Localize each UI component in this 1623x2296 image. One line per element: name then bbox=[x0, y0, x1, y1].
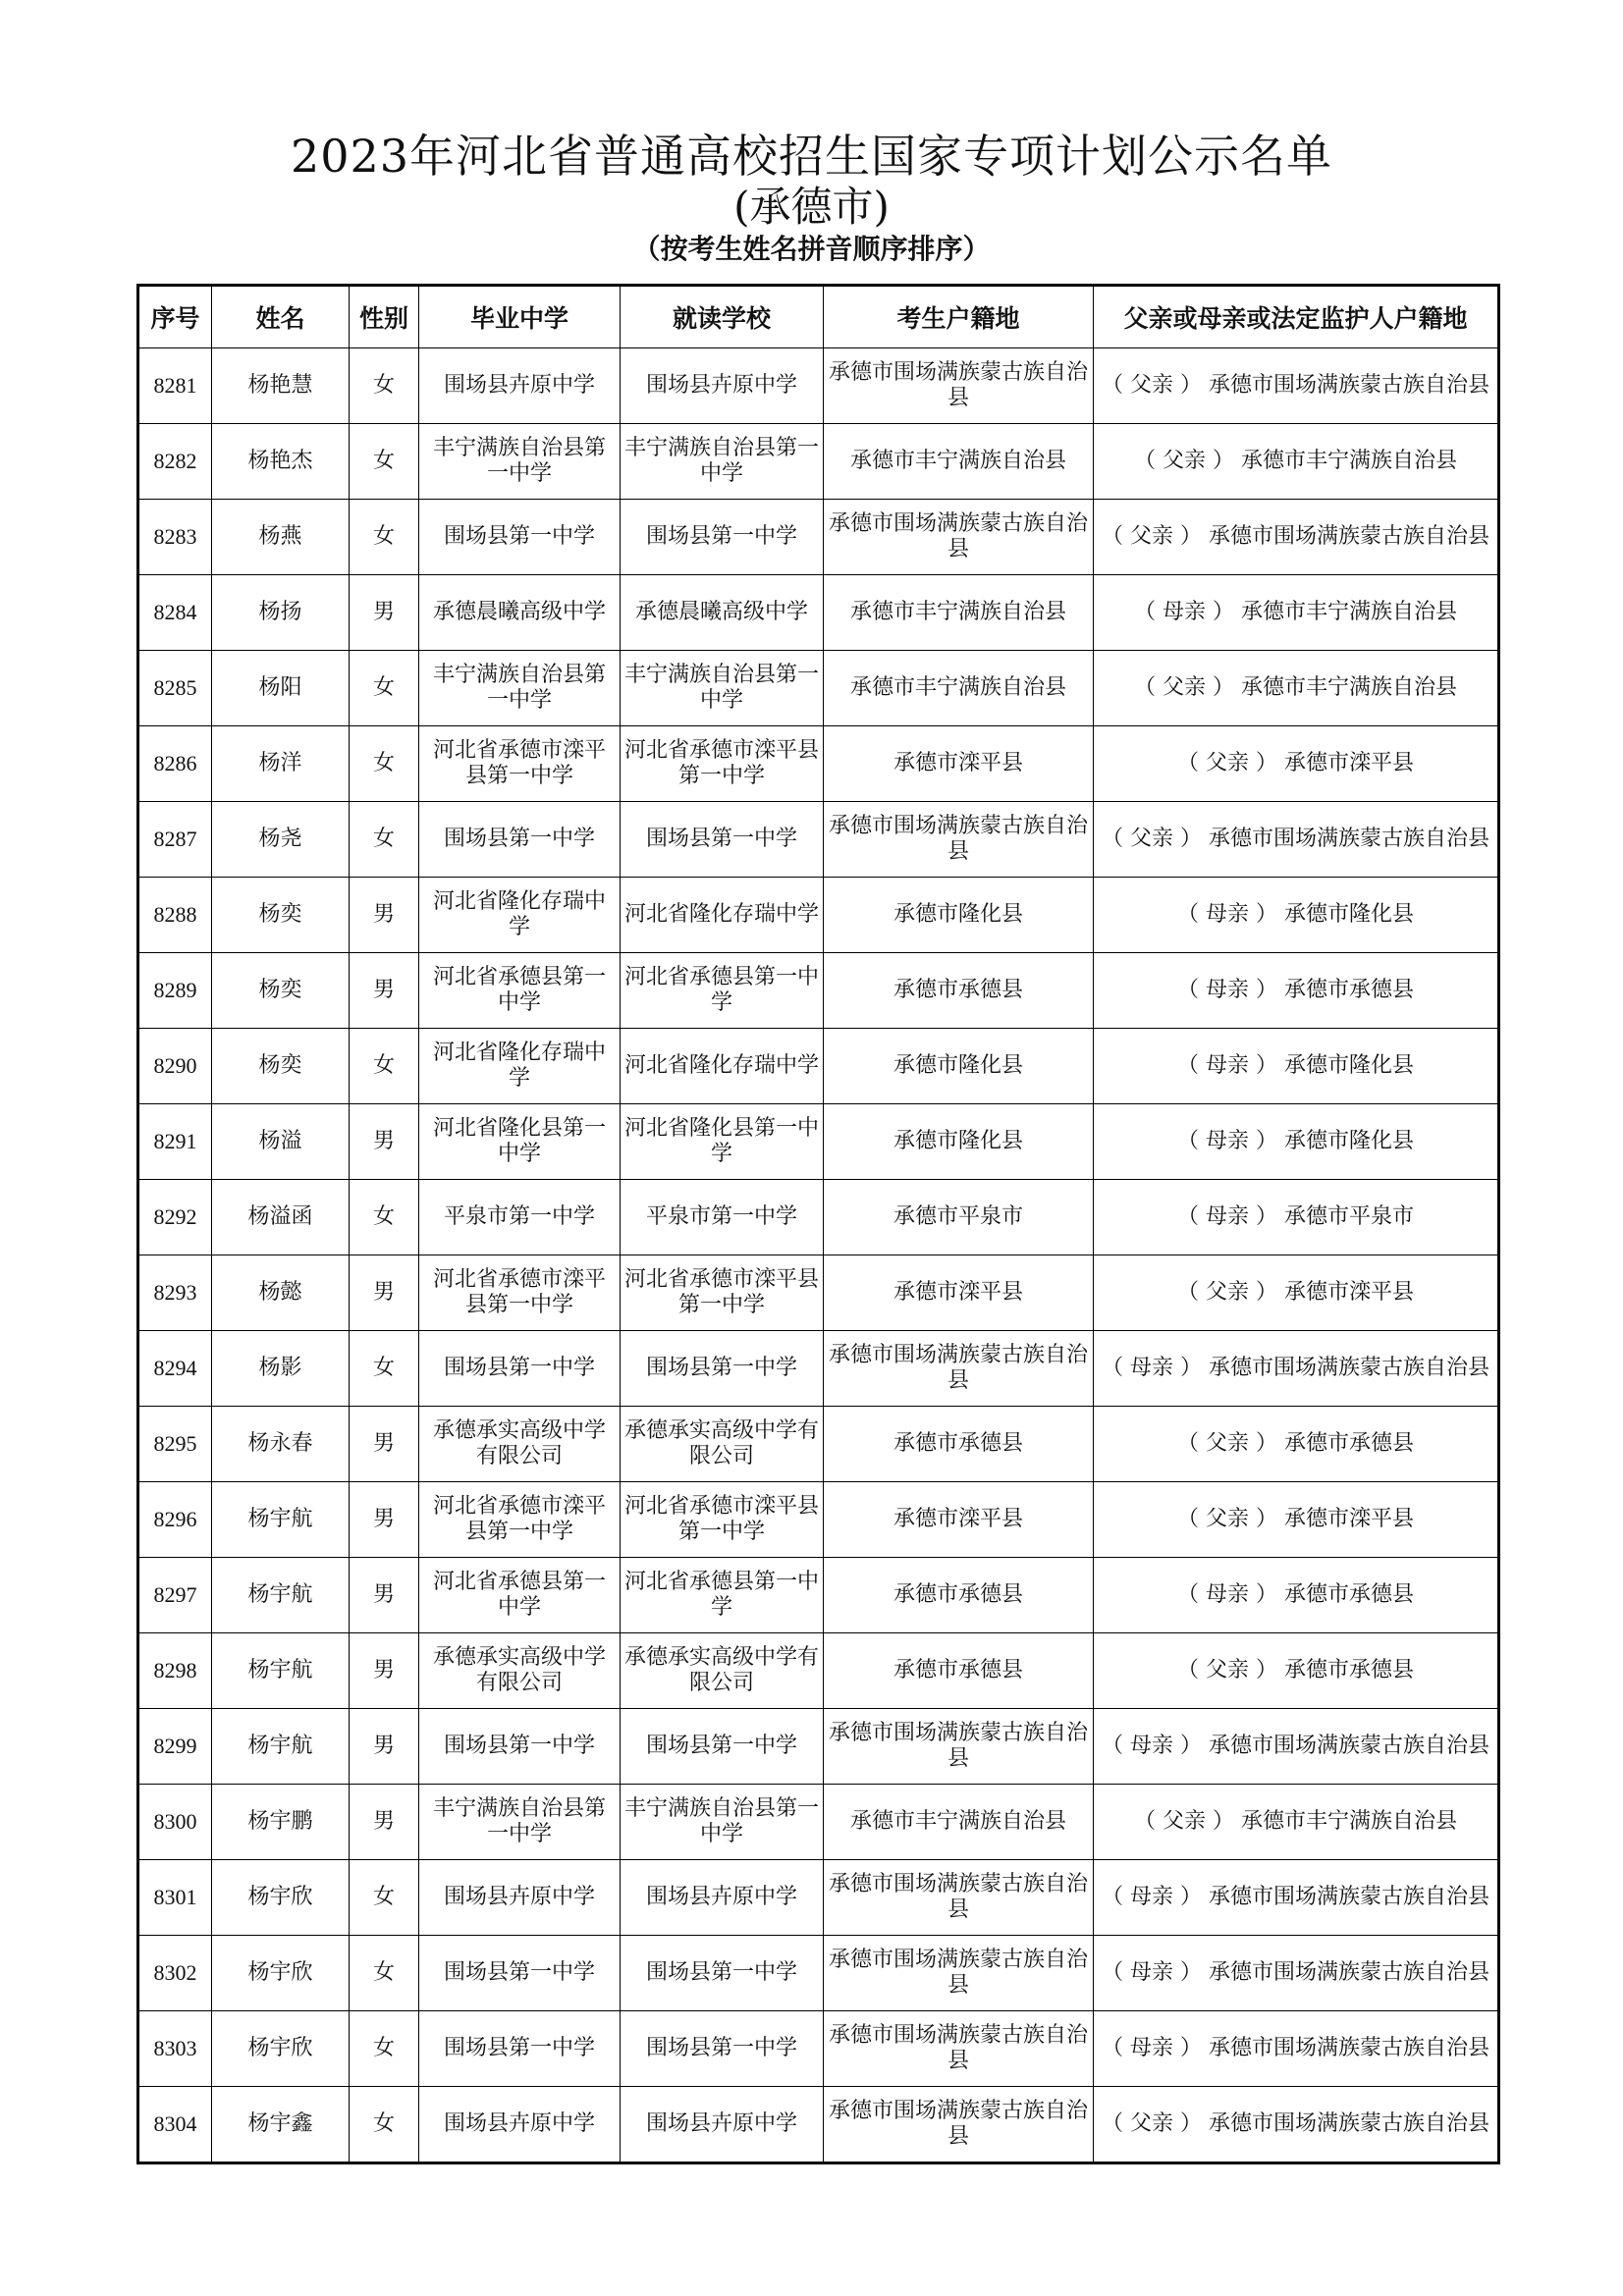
guardian-relation: （ 母亲 ） bbox=[1101, 1885, 1202, 1909]
guardian-place: 承德市围场满族蒙古族自治县 bbox=[1208, 1356, 1489, 1380]
cell-name: 杨溢函 bbox=[212, 1180, 350, 1255]
guardian-place: 承德市围场满族蒙古族自治县 bbox=[1208, 1734, 1489, 1758]
table-row bbox=[138, 1482, 1499, 1558]
cell-no: 8282 bbox=[138, 424, 212, 500]
guardian-relation: （ 母亲 ） bbox=[1176, 1129, 1277, 1153]
guardian-relation: （ 母亲 ） bbox=[1101, 1734, 1202, 1758]
spacer bbox=[1202, 1960, 1209, 1985]
spacer bbox=[1277, 1582, 1284, 1607]
cell-gender: 女 bbox=[350, 500, 419, 575]
cell-gender: 男 bbox=[350, 1255, 419, 1331]
guardian-relation: （ 父亲 ） bbox=[1176, 1280, 1277, 1305]
table-row bbox=[138, 651, 1499, 726]
cell-name: 杨宇欣 bbox=[212, 1860, 350, 1936]
cell-name: 杨宇鑫 bbox=[212, 2087, 350, 2163]
cell-name: 杨影 bbox=[212, 1331, 350, 1407]
roster-table bbox=[136, 284, 1500, 2164]
cell-household: 承德市承德县 bbox=[824, 1558, 1094, 1633]
cell-current-school: 河北省承德市滦平县第一中学 bbox=[621, 1482, 824, 1558]
cell-gender: 女 bbox=[350, 1936, 419, 2011]
page-title: 2023年河北省普通高校招生国家专项计划公示名单 bbox=[290, 130, 1333, 183]
cell-gender: 男 bbox=[350, 878, 419, 953]
cell-household: 承德市隆化县 bbox=[824, 1104, 1094, 1180]
guardian-relation: （ 母亲 ） bbox=[1101, 1960, 1202, 1985]
cell-grad-school: 丰宁满族自治县第一中学 bbox=[419, 1785, 621, 1860]
cell-household: 承德市围场满族蒙古族自治县 bbox=[824, 2011, 1094, 2087]
cell-current-school: 承德承实高级中学有限公司 bbox=[621, 1633, 824, 1709]
cell-gender: 男 bbox=[350, 1785, 419, 1860]
cell-guardian-household bbox=[1094, 651, 1499, 726]
spacer bbox=[1202, 2111, 1209, 2136]
cell-gender: 女 bbox=[350, 802, 419, 878]
cell-grad-school: 河北省隆化存瑞中学 bbox=[419, 1029, 621, 1104]
cell-guardian-household bbox=[1094, 348, 1499, 424]
cell-name: 杨宇航 bbox=[212, 1633, 350, 1709]
cell-guardian-household bbox=[1094, 1255, 1499, 1331]
guardian-relation: （ 父亲 ） bbox=[1133, 449, 1234, 473]
cell-no: 8303 bbox=[138, 2011, 212, 2087]
cell-gender: 女 bbox=[350, 726, 419, 802]
cell-current-school: 河北省承德县第一中学 bbox=[621, 953, 824, 1029]
cell-gender: 女 bbox=[350, 2011, 419, 2087]
cell-no: 8296 bbox=[138, 1482, 212, 1558]
cell-grad-school: 河北省承德市滦平县第一中学 bbox=[419, 1255, 621, 1331]
cell-household: 承德市围场满族蒙古族自治县 bbox=[824, 1709, 1094, 1785]
cell-household: 承德市围场满族蒙古族自治县 bbox=[824, 1936, 1094, 2011]
spacer bbox=[1277, 751, 1284, 775]
cell-grad-school: 河北省承德市滦平县第一中学 bbox=[419, 1482, 621, 1558]
cell-current-school: 丰宁满族自治县第一中学 bbox=[621, 1785, 824, 1860]
cell-gender: 男 bbox=[350, 953, 419, 1029]
table-row bbox=[138, 878, 1499, 953]
guardian-place: 承德市围场满族蒙古族自治县 bbox=[1208, 1960, 1489, 1985]
page-subtitle: (承德市) bbox=[733, 183, 890, 231]
cell-no: 8300 bbox=[138, 1785, 212, 1860]
cell-current-school: 承德晨曦高级中学 bbox=[621, 575, 824, 651]
cell-household: 承德市围场满族蒙古族自治县 bbox=[824, 1860, 1094, 1936]
spacer bbox=[1277, 1658, 1284, 1682]
cell-no: 8281 bbox=[138, 348, 212, 424]
cell-name: 杨艳杰 bbox=[212, 424, 350, 500]
spacer bbox=[1234, 600, 1241, 624]
guardian-relation: （ 母亲 ） bbox=[1176, 978, 1277, 1002]
guardian-place: 承德市丰宁满族自治县 bbox=[1240, 675, 1457, 700]
table-row bbox=[138, 2087, 1499, 2163]
spacer bbox=[1234, 675, 1241, 700]
guardian-place: 承德市丰宁满族自治县 bbox=[1240, 600, 1457, 624]
cell-current-school: 围场县第一中学 bbox=[621, 500, 824, 575]
table-row bbox=[138, 1709, 1499, 1785]
spacer bbox=[1202, 2036, 1209, 2060]
cell-name: 杨奕 bbox=[212, 1029, 350, 1104]
spacer bbox=[1277, 1431, 1284, 1456]
cell-grad-school: 丰宁满族自治县第一中学 bbox=[419, 651, 621, 726]
cell-household: 承德市滦平县 bbox=[824, 726, 1094, 802]
spacer bbox=[1202, 827, 1209, 851]
cell-household: 承德市隆化县 bbox=[824, 878, 1094, 953]
cell-grad-school: 河北省隆化存瑞中学 bbox=[419, 878, 621, 953]
cell-current-school: 围场县卉原中学 bbox=[621, 2087, 824, 2163]
cell-name: 杨洋 bbox=[212, 726, 350, 802]
cell-current-school: 丰宁满族自治县第一中学 bbox=[621, 424, 824, 500]
cell-guardian-household bbox=[1094, 1331, 1499, 1407]
cell-household: 承德市承德县 bbox=[824, 1407, 1094, 1482]
cell-guardian-household bbox=[1094, 1558, 1499, 1633]
table-row bbox=[138, 1785, 1499, 1860]
spacer bbox=[1277, 978, 1284, 1002]
cell-no: 8297 bbox=[138, 1558, 212, 1633]
guardian-relation: （ 母亲 ） bbox=[1176, 1582, 1277, 1607]
cell-guardian-household bbox=[1094, 726, 1499, 802]
spacer bbox=[1202, 1885, 1209, 1909]
cell-guardian-household bbox=[1094, 500, 1499, 575]
cell-current-school: 围场县第一中学 bbox=[621, 1331, 824, 1407]
cell-gender: 男 bbox=[350, 1709, 419, 1785]
guardian-relation: （ 父亲 ） bbox=[1176, 1431, 1277, 1456]
cell-name: 杨奕 bbox=[212, 878, 350, 953]
cell-current-school: 河北省承德县第一中学 bbox=[621, 1558, 824, 1633]
cell-grad-school: 河北省隆化县第一中学 bbox=[419, 1104, 621, 1180]
cell-grad-school: 承德承实高级中学有限公司 bbox=[419, 1407, 621, 1482]
cell-guardian-household bbox=[1094, 575, 1499, 651]
table-row bbox=[138, 348, 1499, 424]
cell-current-school: 围场县第一中学 bbox=[621, 1936, 824, 2011]
cell-guardian-household bbox=[1094, 2011, 1499, 2087]
spacer bbox=[1277, 1507, 1284, 1531]
guardian-relation: （ 母亲 ） bbox=[1176, 1053, 1277, 1078]
cell-gender: 女 bbox=[350, 1180, 419, 1255]
cell-gender: 男 bbox=[350, 1482, 419, 1558]
guardian-place: 承德市围场满族蒙古族自治县 bbox=[1208, 2036, 1489, 2060]
cell-grad-school: 围场县卉原中学 bbox=[419, 2087, 621, 2163]
cell-guardian-household bbox=[1094, 424, 1499, 500]
cell-no: 8288 bbox=[138, 878, 212, 953]
guardian-place: 承德市承德县 bbox=[1283, 1431, 1414, 1456]
column-header-grad-school: 毕业中学 bbox=[419, 286, 621, 348]
cell-gender: 女 bbox=[350, 1331, 419, 1407]
guardian-place: 承德市滦平县 bbox=[1283, 1280, 1414, 1305]
cell-gender: 男 bbox=[350, 1633, 419, 1709]
guardian-relation: （ 父亲 ） bbox=[1101, 827, 1202, 851]
guardian-place: 承德市承德县 bbox=[1283, 1582, 1414, 1607]
spacer bbox=[1202, 1734, 1209, 1758]
cell-household: 承德市承德县 bbox=[824, 1633, 1094, 1709]
spacer bbox=[1234, 1809, 1241, 1834]
column-header-current-school: 就读学校 bbox=[621, 286, 824, 348]
guardian-place: 承德市围场满族蒙古族自治县 bbox=[1208, 827, 1489, 851]
cell-grad-school: 围场县卉原中学 bbox=[419, 1860, 621, 1936]
cell-household: 承德市围场满族蒙古族自治县 bbox=[824, 500, 1094, 575]
guardian-place: 承德市隆化县 bbox=[1283, 1053, 1414, 1078]
cell-gender: 男 bbox=[350, 1558, 419, 1633]
cell-gender: 男 bbox=[350, 575, 419, 651]
cell-gender: 女 bbox=[350, 1860, 419, 1936]
guardian-place: 承德市丰宁满族自治县 bbox=[1240, 1809, 1457, 1834]
cell-guardian-household bbox=[1094, 1482, 1499, 1558]
cell-no: 8286 bbox=[138, 726, 212, 802]
cell-current-school: 平泉市第一中学 bbox=[621, 1180, 824, 1255]
spacer bbox=[1277, 1204, 1284, 1229]
spacer bbox=[1277, 902, 1284, 927]
cell-grad-school: 河北省承德县第一中学 bbox=[419, 1558, 621, 1633]
cell-current-school: 围场县卉原中学 bbox=[621, 1860, 824, 1936]
cell-grad-school: 平泉市第一中学 bbox=[419, 1180, 621, 1255]
cell-name: 杨燕 bbox=[212, 500, 350, 575]
guardian-place: 承德市滦平县 bbox=[1283, 1507, 1414, 1531]
sort-note: （按考生姓名拼音顺序排序） bbox=[632, 233, 991, 265]
cell-gender: 女 bbox=[350, 2087, 419, 2163]
cell-guardian-household bbox=[1094, 878, 1499, 953]
table-header-row bbox=[138, 286, 1499, 348]
cell-grad-school: 河北省承德县第一中学 bbox=[419, 953, 621, 1029]
guardian-relation: （ 母亲 ） bbox=[1101, 2036, 1202, 2060]
table-row bbox=[138, 424, 1499, 500]
cell-no: 8299 bbox=[138, 1709, 212, 1785]
cell-no: 8302 bbox=[138, 1936, 212, 2011]
spacer bbox=[1202, 1356, 1209, 1380]
cell-current-school: 河北省隆化县第一中学 bbox=[621, 1104, 824, 1180]
cell-guardian-household bbox=[1094, 2087, 1499, 2163]
cell-grad-school: 围场县第一中学 bbox=[419, 1709, 621, 1785]
cell-grad-school: 围场县第一中学 bbox=[419, 2011, 621, 2087]
cell-grad-school: 围场县第一中学 bbox=[419, 1936, 621, 2011]
guardian-place: 承德市平泉市 bbox=[1283, 1204, 1414, 1229]
column-header-guardian-household: 父亲或母亲或法定监护人户籍地 bbox=[1094, 286, 1499, 348]
cell-no: 8298 bbox=[138, 1633, 212, 1709]
guardian-place: 承德市围场满族蒙古族自治县 bbox=[1208, 373, 1489, 398]
guardian-relation: （ 父亲 ） bbox=[1101, 2111, 1202, 2136]
guardian-relation: （ 母亲 ） bbox=[1176, 1204, 1277, 1229]
cell-current-school: 河北省承德市滦平县第一中学 bbox=[621, 1255, 824, 1331]
column-header-no: 序号 bbox=[138, 286, 212, 348]
cell-grad-school: 围场县第一中学 bbox=[419, 1331, 621, 1407]
cell-name: 杨宇欣 bbox=[212, 1936, 350, 2011]
cell-name: 杨宇航 bbox=[212, 1558, 350, 1633]
cell-household: 承德市承德县 bbox=[824, 953, 1094, 1029]
cell-gender: 男 bbox=[350, 1104, 419, 1180]
spacer bbox=[1277, 1053, 1284, 1078]
cell-gender: 女 bbox=[350, 1029, 419, 1104]
table-row bbox=[138, 2011, 1499, 2087]
spacer bbox=[1277, 1280, 1284, 1305]
cell-household: 承德市丰宁满族自治县 bbox=[824, 424, 1094, 500]
cell-no: 8284 bbox=[138, 575, 212, 651]
cell-name: 杨宇鹏 bbox=[212, 1785, 350, 1860]
table-row bbox=[138, 1860, 1499, 1936]
cell-guardian-household bbox=[1094, 1709, 1499, 1785]
cell-grad-school: 围场县第一中学 bbox=[419, 500, 621, 575]
cell-name: 杨宇航 bbox=[212, 1709, 350, 1785]
cell-no: 8285 bbox=[138, 651, 212, 726]
cell-current-school: 围场县卉原中学 bbox=[621, 348, 824, 424]
cell-name: 杨扬 bbox=[212, 575, 350, 651]
cell-no: 8291 bbox=[138, 1104, 212, 1180]
table-row bbox=[138, 1633, 1499, 1709]
cell-name: 杨艳慧 bbox=[212, 348, 350, 424]
cell-guardian-household bbox=[1094, 802, 1499, 878]
cell-current-school: 围场县第一中学 bbox=[621, 2011, 824, 2087]
cell-name: 杨阳 bbox=[212, 651, 350, 726]
guardian-place: 承德市围场满族蒙古族自治县 bbox=[1208, 1885, 1489, 1909]
column-header-household: 考生户籍地 bbox=[824, 286, 1094, 348]
table-row bbox=[138, 575, 1499, 651]
guardian-relation: （ 母亲 ） bbox=[1176, 902, 1277, 927]
cell-current-school: 围场县第一中学 bbox=[621, 802, 824, 878]
guardian-place: 承德市承德县 bbox=[1283, 1658, 1414, 1682]
guardian-relation: （ 父亲 ） bbox=[1133, 1809, 1234, 1834]
cell-no: 8292 bbox=[138, 1180, 212, 1255]
cell-guardian-household bbox=[1094, 1180, 1499, 1255]
guardian-relation: （ 父亲 ） bbox=[1176, 1658, 1277, 1682]
guardian-relation: （ 父亲 ） bbox=[1133, 675, 1234, 700]
guardian-relation: （ 母亲 ） bbox=[1133, 600, 1234, 624]
table-row bbox=[138, 1029, 1499, 1104]
table-row bbox=[138, 726, 1499, 802]
table-row bbox=[138, 1407, 1499, 1482]
cell-household: 承德市围场满族蒙古族自治县 bbox=[824, 1331, 1094, 1407]
cell-household: 承德市滦平县 bbox=[824, 1255, 1094, 1331]
cell-grad-school: 围场县第一中学 bbox=[419, 802, 621, 878]
table-body bbox=[138, 348, 1499, 2163]
guardian-relation: （ 父亲 ） bbox=[1101, 373, 1202, 398]
guardian-place: 承德市丰宁满族自治县 bbox=[1240, 449, 1457, 473]
cell-household: 承德市滦平县 bbox=[824, 1482, 1094, 1558]
guardian-place: 承德市滦平县 bbox=[1283, 751, 1414, 775]
table-row bbox=[138, 1558, 1499, 1633]
guardian-place: 承德市围场满族蒙古族自治县 bbox=[1208, 524, 1489, 549]
cell-grad-school: 承德晨曦高级中学 bbox=[419, 575, 621, 651]
guardian-place: 承德市隆化县 bbox=[1283, 902, 1414, 927]
table-row bbox=[138, 802, 1499, 878]
cell-grad-school: 围场县卉原中学 bbox=[419, 348, 621, 424]
spacer bbox=[1277, 1129, 1284, 1153]
cell-current-school: 围场县第一中学 bbox=[621, 1709, 824, 1785]
cell-grad-school: 河北省承德市滦平县第一中学 bbox=[419, 726, 621, 802]
cell-guardian-household bbox=[1094, 1633, 1499, 1709]
cell-grad-school: 承德承实高级中学有限公司 bbox=[419, 1633, 621, 1709]
cell-no: 8283 bbox=[138, 500, 212, 575]
guardian-relation: （ 父亲 ） bbox=[1176, 1507, 1277, 1531]
guardian-relation: （ 母亲 ） bbox=[1101, 1356, 1202, 1380]
cell-gender: 男 bbox=[350, 1407, 419, 1482]
cell-grad-school: 丰宁满族自治县第一中学 bbox=[419, 424, 621, 500]
cell-guardian-household bbox=[1094, 1407, 1499, 1482]
cell-household: 承德市丰宁满族自治县 bbox=[824, 651, 1094, 726]
cell-no: 8301 bbox=[138, 1860, 212, 1936]
cell-gender: 女 bbox=[350, 651, 419, 726]
guardian-place: 承德市承德县 bbox=[1283, 978, 1414, 1002]
cell-no: 8287 bbox=[138, 802, 212, 878]
table-row bbox=[138, 1936, 1499, 2011]
guardian-place: 承德市隆化县 bbox=[1283, 1129, 1414, 1153]
cell-household: 承德市丰宁满族自治县 bbox=[824, 1785, 1094, 1860]
cell-household: 承德市围场满族蒙古族自治县 bbox=[824, 2087, 1094, 2163]
guardian-relation: （ 父亲 ） bbox=[1101, 524, 1202, 549]
spacer bbox=[1202, 373, 1209, 398]
column-header-name: 姓名 bbox=[212, 286, 350, 348]
cell-name: 杨奕 bbox=[212, 953, 350, 1029]
cell-guardian-household bbox=[1094, 953, 1499, 1029]
cell-guardian-household bbox=[1094, 1029, 1499, 1104]
spacer bbox=[1234, 449, 1241, 473]
cell-current-school: 河北省隆化存瑞中学 bbox=[621, 878, 824, 953]
cell-name: 杨尧 bbox=[212, 802, 350, 878]
table-row bbox=[138, 953, 1499, 1029]
guardian-place: 承德市围场满族蒙古族自治县 bbox=[1208, 2111, 1489, 2136]
cell-no: 8293 bbox=[138, 1255, 212, 1331]
column-header-gender: 性别 bbox=[350, 286, 419, 348]
cell-gender: 女 bbox=[350, 348, 419, 424]
cell-household: 承德市围场满族蒙古族自治县 bbox=[824, 802, 1094, 878]
cell-current-school: 河北省承德市滦平县第一中学 bbox=[621, 726, 824, 802]
cell-household: 承德市隆化县 bbox=[824, 1029, 1094, 1104]
cell-no: 8294 bbox=[138, 1331, 212, 1407]
cell-name: 杨永春 bbox=[212, 1407, 350, 1482]
cell-guardian-household bbox=[1094, 1936, 1499, 2011]
cell-household: 承德市丰宁满族自治县 bbox=[824, 575, 1094, 651]
cell-no: 8289 bbox=[138, 953, 212, 1029]
cell-no: 8290 bbox=[138, 1029, 212, 1104]
table-row bbox=[138, 1180, 1499, 1255]
cell-name: 杨宇航 bbox=[212, 1482, 350, 1558]
cell-name: 杨宇欣 bbox=[212, 2011, 350, 2087]
cell-guardian-household bbox=[1094, 1860, 1499, 1936]
cell-no: 8304 bbox=[138, 2087, 212, 2163]
cell-household: 承德市平泉市 bbox=[824, 1180, 1094, 1255]
cell-household: 承德市围场满族蒙古族自治县 bbox=[824, 348, 1094, 424]
cell-name: 杨懿 bbox=[212, 1255, 350, 1331]
cell-current-school: 河北省隆化存瑞中学 bbox=[621, 1029, 824, 1104]
table-row bbox=[138, 500, 1499, 575]
cell-guardian-household bbox=[1094, 1104, 1499, 1180]
table-row bbox=[138, 1255, 1499, 1331]
table-row bbox=[138, 1104, 1499, 1180]
cell-no: 8295 bbox=[138, 1407, 212, 1482]
table-row bbox=[138, 1331, 1499, 1407]
cell-gender: 女 bbox=[350, 424, 419, 500]
cell-guardian-household bbox=[1094, 1785, 1499, 1860]
spacer bbox=[1202, 524, 1209, 549]
cell-current-school: 丰宁满族自治县第一中学 bbox=[621, 651, 824, 726]
cell-current-school: 承德承实高级中学有限公司 bbox=[621, 1407, 824, 1482]
guardian-relation: （ 父亲 ） bbox=[1176, 751, 1277, 775]
cell-name: 杨溢 bbox=[212, 1104, 350, 1180]
